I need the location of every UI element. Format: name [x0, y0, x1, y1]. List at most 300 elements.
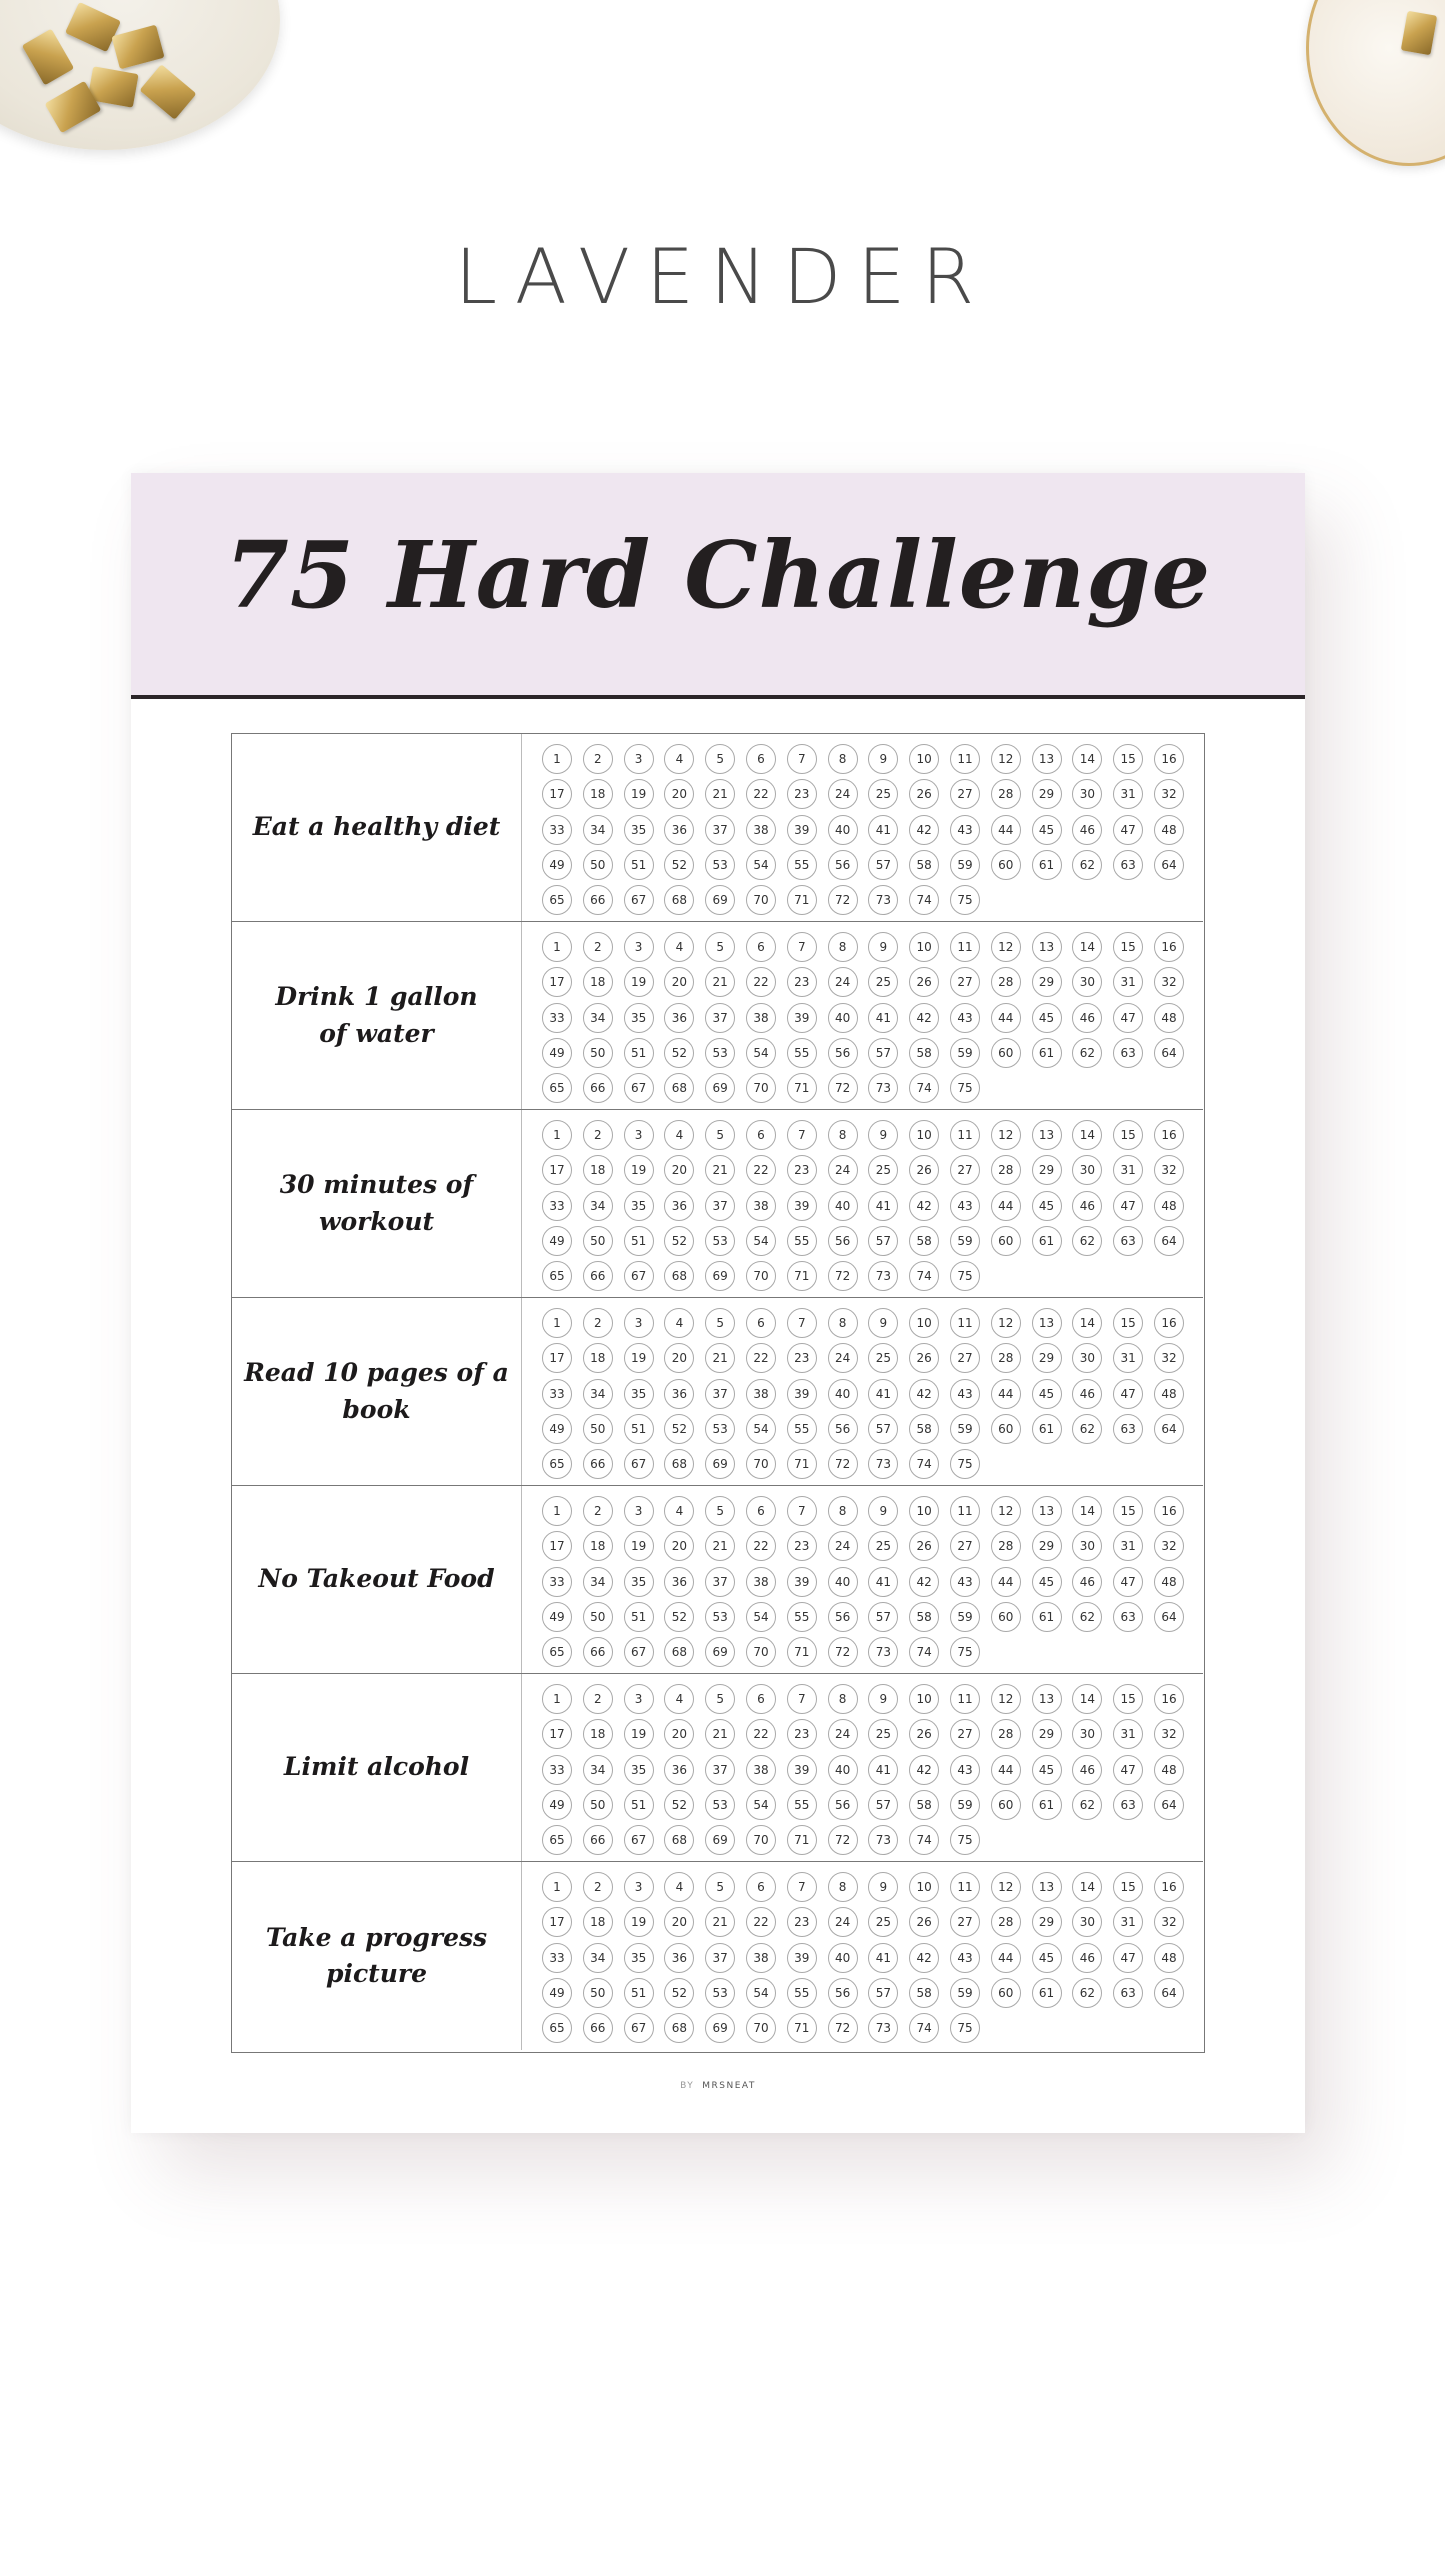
day-checkbox[interactable]: 9 [868, 932, 898, 962]
day-checkbox[interactable]: 72 [828, 1261, 858, 1291]
day-checkbox[interactable]: 8 [828, 932, 858, 962]
day-checkbox[interactable]: 1 [542, 1496, 572, 1526]
day-checkbox[interactable]: 62 [1072, 1414, 1102, 1444]
day-checkbox[interactable]: 53 [705, 1038, 735, 1068]
day-checkbox[interactable]: 19 [624, 1155, 654, 1185]
day-checkbox[interactable]: 32 [1154, 1155, 1184, 1185]
day-checkbox[interactable]: 27 [950, 967, 980, 997]
day-checkbox[interactable]: 35 [624, 1567, 654, 1597]
day-checkbox[interactable]: 65 [542, 1449, 572, 1479]
day-checkbox[interactable]: 20 [664, 1343, 694, 1373]
day-checkbox[interactable]: 55 [787, 1226, 817, 1256]
day-checkbox[interactable]: 75 [950, 1637, 980, 1667]
day-checkbox[interactable]: 16 [1154, 1872, 1184, 1902]
day-checkbox[interactable]: 49 [542, 1414, 572, 1444]
day-checkbox[interactable]: 66 [583, 885, 613, 915]
day-checkbox[interactable]: 64 [1154, 1978, 1184, 2008]
day-checkbox[interactable]: 21 [705, 779, 735, 809]
day-checkbox[interactable]: 15 [1113, 1496, 1143, 1526]
day-checkbox[interactable]: 13 [1032, 1684, 1062, 1714]
day-checkbox[interactable]: 13 [1032, 1120, 1062, 1150]
day-checkbox[interactable]: 39 [787, 1567, 817, 1597]
day-checkbox[interactable]: 32 [1154, 1907, 1184, 1937]
day-checkbox[interactable]: 4 [664, 1872, 694, 1902]
day-checkbox[interactable]: 38 [746, 1567, 776, 1597]
day-checkbox[interactable]: 61 [1032, 1978, 1062, 2008]
day-checkbox[interactable]: 18 [583, 1155, 613, 1185]
day-checkbox[interactable]: 42 [909, 815, 939, 845]
day-checkbox[interactable]: 22 [746, 1155, 776, 1185]
day-checkbox[interactable]: 35 [624, 1755, 654, 1785]
day-checkbox[interactable]: 43 [950, 815, 980, 845]
day-checkbox[interactable]: 6 [746, 1308, 776, 1338]
day-checkbox[interactable]: 42 [909, 1943, 939, 1973]
day-checkbox[interactable]: 56 [828, 1602, 858, 1632]
day-checkbox[interactable]: 43 [950, 1003, 980, 1033]
day-checkbox[interactable]: 15 [1113, 932, 1143, 962]
day-checkbox[interactable]: 43 [950, 1191, 980, 1221]
day-checkbox[interactable]: 68 [664, 1449, 694, 1479]
day-checkbox[interactable]: 16 [1154, 1496, 1184, 1526]
day-checkbox[interactable]: 67 [624, 1637, 654, 1667]
day-checkbox[interactable]: 64 [1154, 850, 1184, 880]
day-checkbox[interactable]: 74 [909, 1449, 939, 1479]
day-checkbox[interactable]: 54 [746, 1038, 776, 1068]
day-checkbox[interactable]: 70 [746, 1449, 776, 1479]
day-checkbox[interactable]: 31 [1113, 1155, 1143, 1185]
day-checkbox[interactable]: 63 [1113, 1414, 1143, 1444]
day-checkbox[interactable]: 28 [991, 1343, 1021, 1373]
day-checkbox[interactable]: 12 [991, 1496, 1021, 1526]
day-checkbox[interactable]: 23 [787, 1719, 817, 1749]
day-checkbox[interactable]: 27 [950, 1343, 980, 1373]
day-checkbox[interactable]: 28 [991, 1719, 1021, 1749]
day-checkbox[interactable]: 16 [1154, 744, 1184, 774]
day-checkbox[interactable]: 29 [1032, 1907, 1062, 1937]
day-checkbox[interactable]: 1 [542, 1872, 572, 1902]
day-checkbox[interactable]: 44 [991, 1379, 1021, 1409]
day-checkbox[interactable]: 28 [991, 1907, 1021, 1937]
day-checkbox[interactable]: 51 [624, 850, 654, 880]
day-checkbox[interactable]: 73 [868, 885, 898, 915]
day-checkbox[interactable]: 5 [705, 932, 735, 962]
day-checkbox[interactable]: 5 [705, 1120, 735, 1150]
day-checkbox[interactable]: 66 [583, 1261, 613, 1291]
day-checkbox[interactable]: 67 [624, 885, 654, 915]
day-checkbox[interactable]: 26 [909, 1343, 939, 1373]
day-checkbox[interactable]: 56 [828, 850, 858, 880]
day-checkbox[interactable]: 30 [1072, 1155, 1102, 1185]
day-checkbox[interactable]: 40 [828, 1755, 858, 1785]
day-checkbox[interactable]: 7 [787, 1872, 817, 1902]
day-checkbox[interactable]: 64 [1154, 1414, 1184, 1444]
day-checkbox[interactable]: 9 [868, 1872, 898, 1902]
day-checkbox[interactable]: 61 [1032, 1414, 1062, 1444]
day-checkbox[interactable]: 67 [624, 1825, 654, 1855]
day-checkbox[interactable]: 2 [583, 1496, 613, 1526]
day-checkbox[interactable]: 75 [950, 2013, 980, 2043]
day-checkbox[interactable]: 45 [1032, 1567, 1062, 1597]
day-checkbox[interactable]: 22 [746, 1531, 776, 1561]
day-checkbox[interactable]: 66 [583, 2013, 613, 2043]
day-checkbox[interactable]: 59 [950, 1978, 980, 2008]
day-checkbox[interactable]: 57 [868, 1790, 898, 1820]
day-checkbox[interactable]: 22 [746, 1907, 776, 1937]
day-checkbox[interactable]: 37 [705, 1191, 735, 1221]
day-checkbox[interactable]: 37 [705, 815, 735, 845]
day-checkbox[interactable]: 33 [542, 1943, 572, 1973]
day-checkbox[interactable]: 28 [991, 779, 1021, 809]
day-checkbox[interactable]: 66 [583, 1073, 613, 1103]
day-checkbox[interactable]: 12 [991, 1308, 1021, 1338]
day-checkbox[interactable]: 69 [705, 1449, 735, 1479]
day-checkbox[interactable]: 21 [705, 967, 735, 997]
day-checkbox[interactable]: 45 [1032, 1943, 1062, 1973]
day-checkbox[interactable]: 43 [950, 1943, 980, 1973]
day-checkbox[interactable]: 57 [868, 1226, 898, 1256]
day-checkbox[interactable]: 44 [991, 815, 1021, 845]
day-checkbox[interactable]: 4 [664, 744, 694, 774]
day-checkbox[interactable]: 50 [583, 1414, 613, 1444]
day-checkbox[interactable]: 28 [991, 1155, 1021, 1185]
day-checkbox[interactable]: 55 [787, 1038, 817, 1068]
day-checkbox[interactable]: 68 [664, 2013, 694, 2043]
day-checkbox[interactable]: 36 [664, 1003, 694, 1033]
day-checkbox[interactable]: 74 [909, 1073, 939, 1103]
day-checkbox[interactable]: 11 [950, 1120, 980, 1150]
day-checkbox[interactable]: 28 [991, 1531, 1021, 1561]
day-checkbox[interactable]: 66 [583, 1449, 613, 1479]
day-checkbox[interactable]: 52 [664, 1226, 694, 1256]
day-checkbox[interactable]: 52 [664, 1978, 694, 2008]
day-checkbox[interactable]: 39 [787, 1191, 817, 1221]
day-checkbox[interactable]: 63 [1113, 1602, 1143, 1632]
day-checkbox[interactable]: 31 [1113, 967, 1143, 997]
day-checkbox[interactable]: 19 [624, 967, 654, 997]
day-checkbox[interactable]: 50 [583, 1226, 613, 1256]
day-checkbox[interactable]: 35 [624, 1003, 654, 1033]
day-checkbox[interactable]: 4 [664, 1308, 694, 1338]
day-checkbox[interactable]: 66 [583, 1637, 613, 1667]
day-checkbox[interactable]: 31 [1113, 779, 1143, 809]
day-checkbox[interactable]: 75 [950, 1073, 980, 1103]
day-checkbox[interactable]: 10 [909, 1308, 939, 1338]
day-checkbox[interactable]: 34 [583, 1379, 613, 1409]
day-checkbox[interactable]: 69 [705, 2013, 735, 2043]
day-checkbox[interactable]: 61 [1032, 1602, 1062, 1632]
day-checkbox[interactable]: 51 [624, 1414, 654, 1444]
day-checkbox[interactable]: 67 [624, 1073, 654, 1103]
day-checkbox[interactable]: 64 [1154, 1602, 1184, 1632]
day-checkbox[interactable]: 63 [1113, 1226, 1143, 1256]
day-checkbox[interactable]: 49 [542, 1226, 572, 1256]
day-checkbox[interactable]: 16 [1154, 1120, 1184, 1150]
day-checkbox[interactable]: 18 [583, 1719, 613, 1749]
day-checkbox[interactable]: 15 [1113, 1872, 1143, 1902]
day-checkbox[interactable]: 52 [664, 1790, 694, 1820]
day-checkbox[interactable]: 57 [868, 1602, 898, 1632]
day-checkbox[interactable]: 72 [828, 2013, 858, 2043]
day-checkbox[interactable]: 16 [1154, 932, 1184, 962]
day-checkbox[interactable]: 8 [828, 1872, 858, 1902]
day-checkbox[interactable]: 14 [1072, 1308, 1102, 1338]
day-checkbox[interactable]: 50 [583, 1978, 613, 2008]
day-checkbox[interactable]: 4 [664, 1496, 694, 1526]
day-checkbox[interactable]: 55 [787, 850, 817, 880]
day-checkbox[interactable]: 61 [1032, 1226, 1062, 1256]
day-checkbox[interactable]: 66 [583, 1825, 613, 1855]
day-checkbox[interactable]: 14 [1072, 1872, 1102, 1902]
day-checkbox[interactable]: 7 [787, 1496, 817, 1526]
day-checkbox[interactable]: 24 [828, 1531, 858, 1561]
day-checkbox[interactable]: 31 [1113, 1343, 1143, 1373]
day-checkbox[interactable]: 72 [828, 1449, 858, 1479]
day-checkbox[interactable]: 24 [828, 1719, 858, 1749]
day-checkbox[interactable]: 74 [909, 1261, 939, 1291]
day-checkbox[interactable]: 31 [1113, 1719, 1143, 1749]
day-checkbox[interactable]: 58 [909, 1414, 939, 1444]
day-checkbox[interactable]: 37 [705, 1003, 735, 1033]
day-checkbox[interactable]: 56 [828, 1414, 858, 1444]
day-checkbox[interactable]: 62 [1072, 1038, 1102, 1068]
day-checkbox[interactable]: 20 [664, 967, 694, 997]
day-checkbox[interactable]: 18 [583, 967, 613, 997]
day-checkbox[interactable]: 44 [991, 1003, 1021, 1033]
day-checkbox[interactable]: 41 [868, 1943, 898, 1973]
day-checkbox[interactable]: 59 [950, 1038, 980, 1068]
day-checkbox[interactable]: 2 [583, 744, 613, 774]
day-checkbox[interactable]: 70 [746, 2013, 776, 2043]
day-checkbox[interactable]: 36 [664, 1191, 694, 1221]
day-checkbox[interactable]: 69 [705, 1637, 735, 1667]
day-checkbox[interactable]: 29 [1032, 1155, 1062, 1185]
day-checkbox[interactable]: 62 [1072, 1602, 1102, 1632]
day-checkbox[interactable]: 38 [746, 1191, 776, 1221]
day-checkbox[interactable]: 14 [1072, 1120, 1102, 1150]
day-checkbox[interactable]: 56 [828, 1978, 858, 2008]
day-checkbox[interactable]: 17 [542, 1155, 572, 1185]
day-checkbox[interactable]: 32 [1154, 1719, 1184, 1749]
day-checkbox[interactable]: 37 [705, 1379, 735, 1409]
day-checkbox[interactable]: 67 [624, 1261, 654, 1291]
day-checkbox[interactable]: 65 [542, 1637, 572, 1667]
day-checkbox[interactable]: 36 [664, 1567, 694, 1597]
day-checkbox[interactable]: 54 [746, 1790, 776, 1820]
day-checkbox[interactable]: 44 [991, 1567, 1021, 1597]
day-checkbox[interactable]: 53 [705, 850, 735, 880]
day-checkbox[interactable]: 25 [868, 967, 898, 997]
day-checkbox[interactable]: 44 [991, 1755, 1021, 1785]
day-checkbox[interactable]: 16 [1154, 1308, 1184, 1338]
day-checkbox[interactable]: 18 [583, 1907, 613, 1937]
day-checkbox[interactable]: 1 [542, 1684, 572, 1714]
day-checkbox[interactable]: 37 [705, 1755, 735, 1785]
day-checkbox[interactable]: 50 [583, 1038, 613, 1068]
day-checkbox[interactable]: 41 [868, 1191, 898, 1221]
day-checkbox[interactable]: 44 [991, 1191, 1021, 1221]
day-checkbox[interactable]: 67 [624, 2013, 654, 2043]
day-checkbox[interactable]: 38 [746, 815, 776, 845]
day-checkbox[interactable]: 12 [991, 1120, 1021, 1150]
day-checkbox[interactable]: 69 [705, 885, 735, 915]
day-checkbox[interactable]: 49 [542, 850, 572, 880]
day-checkbox[interactable]: 71 [787, 1637, 817, 1667]
day-checkbox[interactable]: 25 [868, 1531, 898, 1561]
day-checkbox[interactable]: 13 [1032, 1872, 1062, 1902]
day-checkbox[interactable]: 57 [868, 1038, 898, 1068]
day-checkbox[interactable]: 21 [705, 1531, 735, 1561]
day-checkbox[interactable]: 46 [1072, 1003, 1102, 1033]
day-checkbox[interactable]: 4 [664, 1120, 694, 1150]
day-checkbox[interactable]: 23 [787, 779, 817, 809]
day-checkbox[interactable]: 7 [787, 1120, 817, 1150]
day-checkbox[interactable]: 3 [624, 932, 654, 962]
day-checkbox[interactable]: 67 [624, 1449, 654, 1479]
day-checkbox[interactable]: 62 [1072, 1978, 1102, 2008]
day-checkbox[interactable]: 35 [624, 1191, 654, 1221]
day-checkbox[interactable]: 20 [664, 1155, 694, 1185]
day-checkbox[interactable]: 48 [1154, 1379, 1184, 1409]
day-checkbox[interactable]: 48 [1154, 1943, 1184, 1973]
day-checkbox[interactable]: 11 [950, 1684, 980, 1714]
day-checkbox[interactable]: 65 [542, 885, 572, 915]
day-checkbox[interactable]: 61 [1032, 1790, 1062, 1820]
day-checkbox[interactable]: 71 [787, 1261, 817, 1291]
day-checkbox[interactable]: 58 [909, 1602, 939, 1632]
day-checkbox[interactable]: 47 [1113, 1003, 1143, 1033]
day-checkbox[interactable]: 41 [868, 1755, 898, 1785]
day-checkbox[interactable]: 47 [1113, 815, 1143, 845]
day-checkbox[interactable]: 29 [1032, 1719, 1062, 1749]
day-checkbox[interactable]: 17 [542, 1719, 572, 1749]
day-checkbox[interactable]: 62 [1072, 1790, 1102, 1820]
day-checkbox[interactable]: 51 [624, 1602, 654, 1632]
day-checkbox[interactable]: 21 [705, 1907, 735, 1937]
day-checkbox[interactable]: 25 [868, 1907, 898, 1937]
day-checkbox[interactable]: 26 [909, 1531, 939, 1561]
day-checkbox[interactable]: 49 [542, 1978, 572, 2008]
day-checkbox[interactable]: 65 [542, 2013, 572, 2043]
day-checkbox[interactable]: 73 [868, 1825, 898, 1855]
day-checkbox[interactable]: 25 [868, 1343, 898, 1373]
day-checkbox[interactable]: 60 [991, 1602, 1021, 1632]
day-checkbox[interactable]: 54 [746, 1978, 776, 2008]
day-checkbox[interactable]: 45 [1032, 1755, 1062, 1785]
day-checkbox[interactable]: 27 [950, 1719, 980, 1749]
day-checkbox[interactable]: 53 [705, 1414, 735, 1444]
day-checkbox[interactable]: 55 [787, 1602, 817, 1632]
day-checkbox[interactable]: 47 [1113, 1943, 1143, 1973]
day-checkbox[interactable]: 6 [746, 1120, 776, 1150]
day-checkbox[interactable]: 42 [909, 1003, 939, 1033]
day-checkbox[interactable]: 38 [746, 1755, 776, 1785]
day-checkbox[interactable]: 75 [950, 1825, 980, 1855]
day-checkbox[interactable]: 9 [868, 1120, 898, 1150]
day-checkbox[interactable]: 14 [1072, 744, 1102, 774]
day-checkbox[interactable]: 65 [542, 1825, 572, 1855]
day-checkbox[interactable]: 47 [1113, 1755, 1143, 1785]
day-checkbox[interactable]: 59 [950, 1226, 980, 1256]
day-checkbox[interactable]: 1 [542, 1308, 572, 1338]
day-checkbox[interactable]: 53 [705, 1226, 735, 1256]
day-checkbox[interactable]: 74 [909, 1825, 939, 1855]
day-checkbox[interactable]: 36 [664, 1943, 694, 1973]
day-checkbox[interactable]: 19 [624, 1531, 654, 1561]
day-checkbox[interactable]: 70 [746, 1637, 776, 1667]
day-checkbox[interactable]: 14 [1072, 932, 1102, 962]
day-checkbox[interactable]: 46 [1072, 1755, 1102, 1785]
day-checkbox[interactable]: 40 [828, 1379, 858, 1409]
day-checkbox[interactable]: 29 [1032, 967, 1062, 997]
day-checkbox[interactable]: 33 [542, 1755, 572, 1785]
day-checkbox[interactable]: 52 [664, 1414, 694, 1444]
day-checkbox[interactable]: 40 [828, 815, 858, 845]
day-checkbox[interactable]: 19 [624, 1719, 654, 1749]
day-checkbox[interactable]: 30 [1072, 1719, 1102, 1749]
day-checkbox[interactable]: 40 [828, 1567, 858, 1597]
day-checkbox[interactable]: 71 [787, 885, 817, 915]
day-checkbox[interactable]: 24 [828, 1907, 858, 1937]
day-checkbox[interactable]: 26 [909, 1907, 939, 1937]
day-checkbox[interactable]: 51 [624, 1978, 654, 2008]
day-checkbox[interactable]: 55 [787, 1978, 817, 2008]
day-checkbox[interactable]: 40 [828, 1191, 858, 1221]
day-checkbox[interactable]: 33 [542, 815, 572, 845]
day-checkbox[interactable]: 58 [909, 1790, 939, 1820]
day-checkbox[interactable]: 54 [746, 1226, 776, 1256]
day-checkbox[interactable]: 63 [1113, 850, 1143, 880]
day-checkbox[interactable]: 17 [542, 779, 572, 809]
day-checkbox[interactable]: 53 [705, 1978, 735, 2008]
day-checkbox[interactable]: 2 [583, 1120, 613, 1150]
day-checkbox[interactable]: 20 [664, 1907, 694, 1937]
day-checkbox[interactable]: 49 [542, 1038, 572, 1068]
day-checkbox[interactable]: 68 [664, 1825, 694, 1855]
day-checkbox[interactable]: 28 [991, 967, 1021, 997]
day-checkbox[interactable]: 41 [868, 815, 898, 845]
day-checkbox[interactable]: 21 [705, 1343, 735, 1373]
day-checkbox[interactable]: 55 [787, 1790, 817, 1820]
day-checkbox[interactable]: 55 [787, 1414, 817, 1444]
day-checkbox[interactable]: 22 [746, 779, 776, 809]
day-checkbox[interactable]: 10 [909, 1872, 939, 1902]
day-checkbox[interactable]: 60 [991, 850, 1021, 880]
day-checkbox[interactable]: 65 [542, 1261, 572, 1291]
day-checkbox[interactable]: 58 [909, 1038, 939, 1068]
day-checkbox[interactable]: 57 [868, 1978, 898, 2008]
day-checkbox[interactable]: 7 [787, 932, 817, 962]
day-checkbox[interactable]: 11 [950, 1872, 980, 1902]
day-checkbox[interactable]: 35 [624, 1943, 654, 1973]
day-checkbox[interactable]: 42 [909, 1191, 939, 1221]
day-checkbox[interactable]: 9 [868, 744, 898, 774]
day-checkbox[interactable]: 6 [746, 932, 776, 962]
day-checkbox[interactable]: 75 [950, 885, 980, 915]
day-checkbox[interactable]: 21 [705, 1155, 735, 1185]
day-checkbox[interactable]: 45 [1032, 1003, 1062, 1033]
day-checkbox[interactable]: 11 [950, 1308, 980, 1338]
day-checkbox[interactable]: 33 [542, 1191, 572, 1221]
day-checkbox[interactable]: 24 [828, 779, 858, 809]
day-checkbox[interactable]: 13 [1032, 1308, 1062, 1338]
day-checkbox[interactable]: 3 [624, 1120, 654, 1150]
day-checkbox[interactable]: 1 [542, 744, 572, 774]
day-checkbox[interactable]: 71 [787, 1825, 817, 1855]
day-checkbox[interactable]: 36 [664, 815, 694, 845]
day-checkbox[interactable]: 7 [787, 744, 817, 774]
day-checkbox[interactable]: 19 [624, 779, 654, 809]
day-checkbox[interactable]: 1 [542, 1120, 572, 1150]
